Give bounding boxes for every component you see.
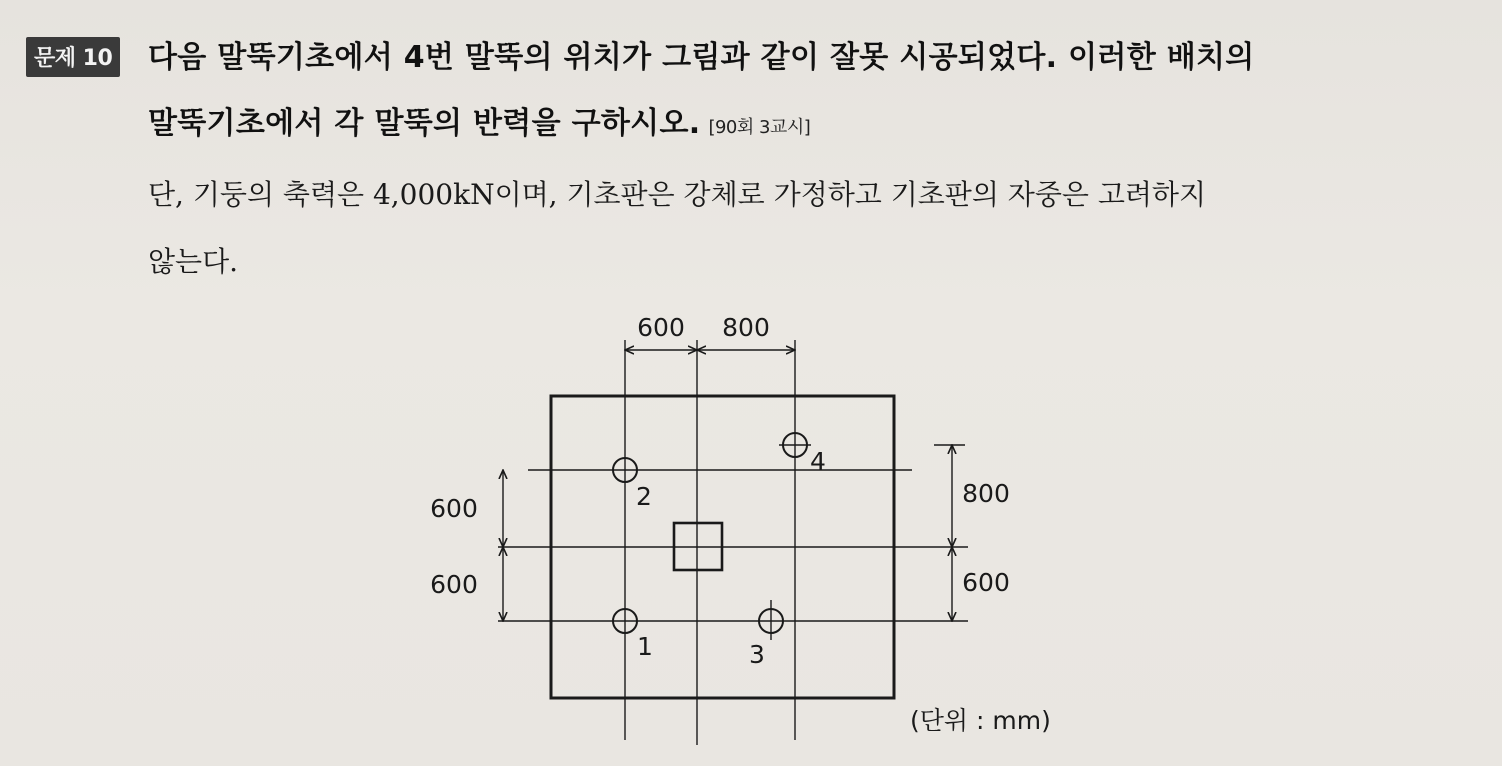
question-line-1: 다음 말뚝기초에서 4번 말뚝의 위치가 그림과 같이 잘못 시공되었다. 이러한 배치의 [148, 40, 1255, 75]
left-dim-label-1: 600 [430, 494, 478, 523]
unit-note: (단위 : mm) [910, 706, 1051, 735]
top-dim-label-2: 800 [722, 313, 770, 342]
pile-label-4: 4 [810, 447, 826, 476]
question-line-2-text: 말뚝기초에서 각 말뚝의 반력을 구하시오. [148, 106, 701, 141]
problem-number-badge: 문제 10 [26, 37, 120, 77]
left-dim-label-2: 600 [430, 570, 478, 599]
exam-source: [90회 3교시] [708, 117, 811, 138]
pile-label-2: 2 [636, 482, 652, 511]
pile-label-3: 3 [749, 640, 765, 669]
condition-line-2: 않는다. [148, 245, 239, 278]
right-dim-label-2: 600 [962, 568, 1010, 597]
condition-line-1: 단, 기둥의 축력은 4,000kN이며, 기초판은 강체로 가정하고 기초판의 자중은 고려하지 [148, 178, 1207, 211]
pile-label-1: 1 [637, 632, 653, 661]
top-dim-label-1: 600 [637, 313, 685, 342]
right-dim-label-1: 800 [962, 479, 1010, 508]
